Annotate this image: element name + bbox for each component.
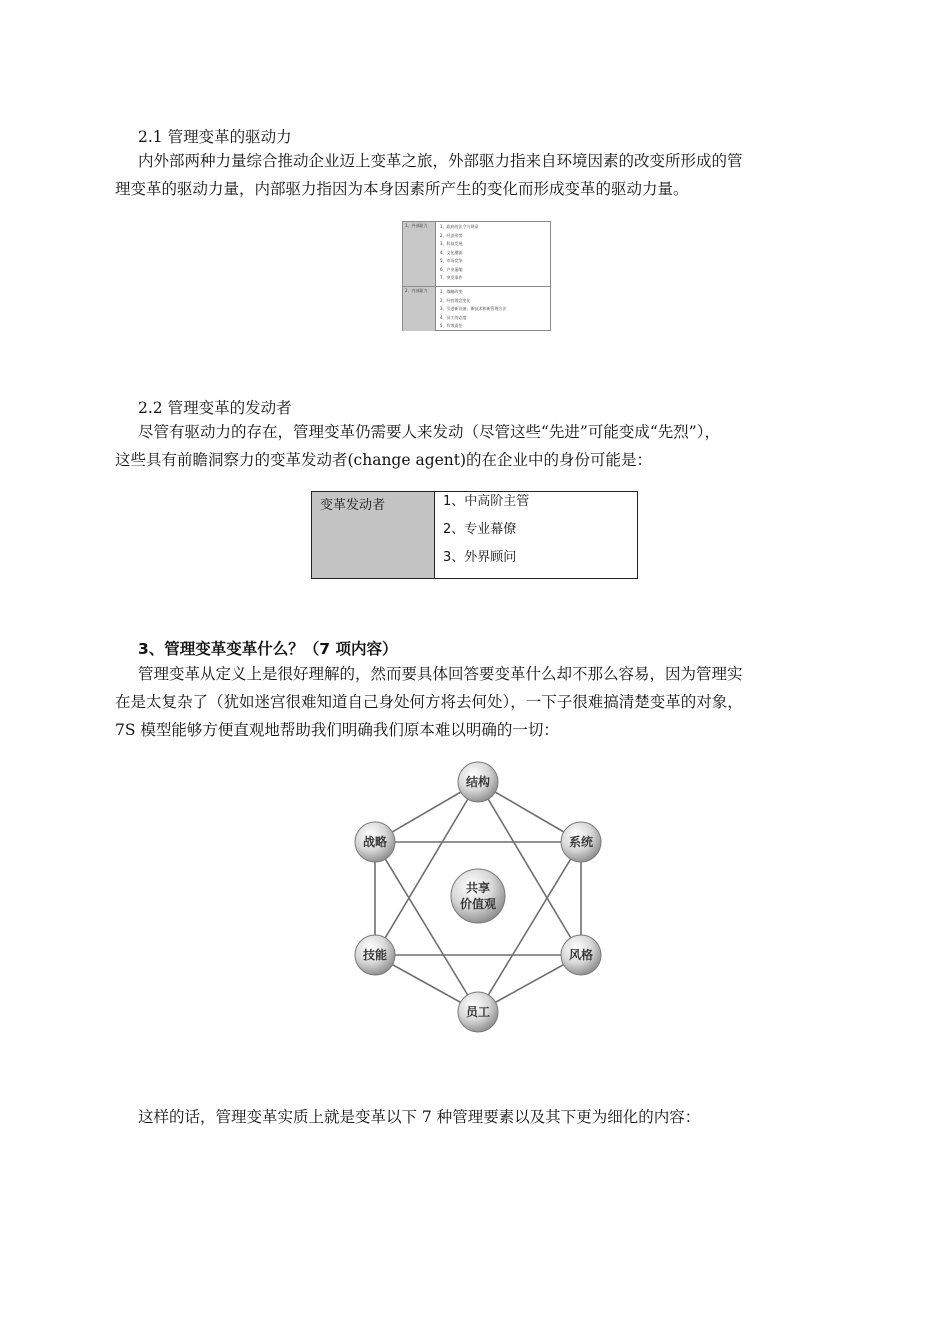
seven-s-diagram [345, 760, 615, 1040]
section-2-2-line1: 尽管有驱动力的存在，管理变革仍需要人来发动（尽管这些“先进”可能变成“先烈”）， [138, 423, 720, 441]
list-item: 5、市场竞争 [440, 258, 463, 263]
systems-node [561, 822, 601, 862]
section-3-line3: 7S 模型能够方便直观地帮助我们明确我们原本难以明确的一切： [115, 721, 559, 739]
section-3-heading: 3、管理变革变革什么？（7 项内容） [138, 640, 398, 658]
shared-values-label-1: 共享 [465, 881, 491, 895]
list-item: 5、有效责任 [440, 323, 463, 328]
list-item: 3、引进新设备、新技术和新管理方法 [440, 306, 507, 311]
list-item: 1、中高阶主管 [443, 494, 530, 509]
systems-label: 系统 [568, 835, 594, 849]
skills-node [355, 935, 395, 975]
shared-values-label-2: 价值观 [459, 897, 497, 911]
list-item: 2、经济形势 [440, 232, 463, 238]
internal-forces-label: 2、内部驱力 [403, 287, 436, 331]
list-item: 2、专业幕僚 [443, 522, 517, 537]
external-forces-list [440, 223, 479, 283]
section-2-2-heading: 2.2 管理变革的发动者 [138, 399, 292, 417]
internal-forces-row [403, 286, 550, 331]
style-node [561, 935, 601, 975]
closing-paragraph: 这样的话，管理变革实质上就是变革以下 7 种管理要素以及其下更为细化的内容： [138, 1108, 701, 1126]
structure-node [458, 762, 498, 802]
list-item: 3、科技发展 [440, 241, 463, 246]
list-item: 3、外界顾问 [443, 550, 517, 565]
change-agents-table [311, 491, 638, 579]
list-item: 1、政府的法令与规章 [440, 224, 479, 229]
external-forces-row [403, 222, 550, 286]
section-2-1-heading: 2.1 管理变革的驱动力 [138, 128, 292, 146]
strategy-node [355, 822, 395, 862]
strategy-label: 战略 [362, 835, 388, 849]
section-2-1-line1: 内外部两种力量综合推动企业迈上变革之旅，外部驱力指来自环境因素的改变所形成的管 [138, 152, 743, 170]
skills-label: 技能 [362, 948, 388, 962]
staff-node [458, 992, 498, 1032]
list-item: 2、经营理念变化 [440, 297, 471, 303]
list-item: 7、突发事件 [440, 275, 463, 280]
change-agents-label: 变革发动者 [312, 492, 435, 578]
list-item: 4、文化潮流 [440, 249, 463, 255]
section-3-line2: 在是太复杂了（犹如迷宫很难知道自己身处何方将去何处），一下子很难搞清楚变革的对象， [115, 693, 743, 711]
staff-label: 员工 [465, 1005, 491, 1019]
shared-values-node [451, 869, 505, 923]
section-2-1-line2: 理变革的驱动力量，内部驱力指因为本身因素所产生的变化而形成变革的驱动力量。 [115, 180, 689, 198]
list-item: 4、员工的态度 [440, 314, 467, 320]
list-item: 1、战略改变 [440, 289, 463, 294]
change-agents-list [443, 493, 529, 577]
internal-forces-list [440, 288, 507, 331]
style-label: 风格 [568, 948, 594, 962]
structure-label: 结构 [465, 775, 491, 789]
external-forces-label: 1、外部驱力 [403, 222, 436, 286]
driving-forces-table [402, 221, 551, 331]
list-item: 6、产业萎缩 [440, 266, 463, 272]
section-2-2-line2: 这些具有前瞻洞察力的变革发动者(change agent)的在企业中的身份可能是： [115, 451, 653, 469]
section-3-line1: 管理变革从定义上是很好理解的，然而要具体回答要变革什么却不那么容易，因为管理实 [138, 665, 743, 683]
